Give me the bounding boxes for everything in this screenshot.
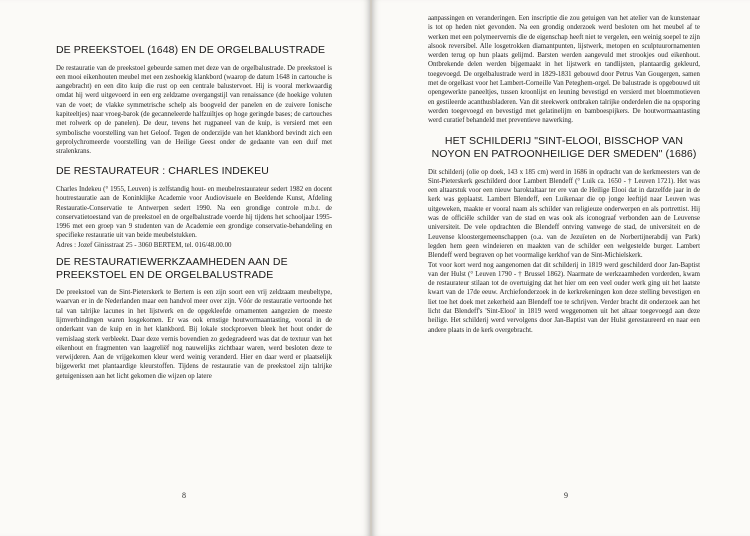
paragraph-continued: aanpassingen en veranderingen. Een inscriptie die zou getuigen van het atelier van de kunstenaar is tot op heden niet gevonden. Na een grondig onderzoek werd besloten om het meubel af te werken met een polymeervernis die de eigenschap heeft niet te vergelen, een weinig soepel te zijn alsook reversibel. Alle losgetrokken diamantpunten, lijstwerk, metopen en sculptuurornamenten werden terug op hun plaats gelijmd. Barsten werden aangevuld met strookjes oud eikenhout. Ontbrekende delen werden bijgemaakt in het lijstwerk en tandlijsten, plantaardig gekleurd, toegevoegd. De orgelbalustrade werd in 1829-1831 gebouwd door Petrus Van Gougergen, samen met de orgelkast voor het Lambert-Corneille Van Peteghem-orgel. De balustrade is opgebouwd uit opengewerkte paneeltjes, tussen kroonlijst en leuning bevestigd en versierd met bloemmotieven en gestileerde acanthusbladeren. Van dit steekwerk ontbraken talrijke onderdelen die na opsporing werden toegevoegd en bevestigd met gelatinelijm en bamboespijkers. De houtwormaantasting werd curatief behandeld met preventieve nawerking. (428, 15, 700, 125)
heading-restaurateur: DE RESTAURATEUR : CHARLES INDEKEU (56, 165, 269, 178)
paragraph-restaurateur: Charles Indekeu (° 1955, Leuven) is zelfstandig hout- en meubelrestaurateur sedert 1982 en docent houtrestauratie aan de Koninklijke Academie voor Audiovisuele en Beeldende Kunst, Afdeling Restauratie-Conservatie te Antwerpen sedert 1990. Na een grondige controle m.b.t. de conservatietoestand van de preekstoel en de orgelbalustrade voerde hij tijdens het schooljaar 1995-1996 met een groep van 9 studenten van de Academie een grondige conservatie-behandeling en specifieke restauratie uit van beide meubelstukken. (56, 185, 332, 240)
left-column (56, 44, 332, 381)
page-number-left: 8 (182, 491, 186, 500)
heading-preekstoel: DE PREEKSTOEL (1648) EN DE ORGELBALUSTRADE (56, 44, 326, 56)
right-column (428, 14, 700, 335)
heading-schilderij: HET SCHILDERIJ "SINT-ELOOI, BISSCHOP VAN NOYON EN PATROONHEILIGE DER SMEDEN" (1686) (431, 134, 697, 160)
heading-restauratiewerkzaamheden: DE RESTAURATIEWERKZAAMHEDEN AAN DE PREEKSTOEL EN DE ORGELBALUSTRADE (56, 256, 288, 281)
paragraph-preekstoel: De restauratie van de preekstoel gebeurde samen met deze van de orgelbalustrade. De preekstoel is een mooi eikenhouten meubel met een zeshoekig klankbord (waarop de datum 1648 in cartouche is aangebracht) en een dito kuip die rust op een centrale balustervoet. Hij is vooral merkwaardig omdat hij werd uitgevoerd in een erg zeldzame overgangstijl van renaissance (de hoekige voluten van de voet; de vlakke symmetrische schelp als boogveld der panelen en de zuivere Ionische kapiteeltjes) naar vroeg-barok (de gecanneleerde halfzuiltjes op hoge geringde bases; de cartouches met rolwerk op de panelen). De deur, tevens het rugpaneel van de kuip, is versierd met een symbolische voorstelling van het Geloof. Tegen de onderzijde van het klankbord bevindt zich een geprolychromeerde voorstelling van de Heilige Geest onder de gedaante van een duif met stralenkrans. (56, 64, 332, 156)
paragraph-schilderij: Dit schilderij (olie op doek, 143 x 185 cm) werd in 1686 in opdracht van de kerkmeesters van de Sint-Pieterskerk geschilderd door Lambert Blendeff (° Luik ca. 1650 - † Leuven 1721). Het was een altaarstuk voor een nieuw baroktaltaar ter ere van de Heilige Elooi dat in datzelfde jaar in de kerk was geplaatst. Lambert Blendeff, een Luikenaar die op jonge leeftijd naar Leuven was uitgeweken, maakte er vooral naam als schilder van religieuze onderwerpen en als portrettist. Hij was de officiële schilder van de stad en was ook als iconograaf verbonden aan de Leuvense universiteit. De vele opdrachten die Blendeff ontving vanwege de stad, de universiteit en de Leuvense kloostergemeenschappen (o.a. van de Jezuïeten en de Norbertijnerabdij van Park) legden hem geen windeieren en maakten van de schilder een welgestelde burger. Lambert Blendeff werd begraven op het voormalige kerkhof van de Sint-Michielskerk. (428, 168, 700, 260)
paragraph-restauratiewerkzaamheden: De preekstoel van de Sint-Pieterskerk te Bertem is een zijn soort een vrij zeldzaam meubeltype, waarvan er in de Nederlanden maar een handvol meer over zijn. Vóór de restauratie vertoonde het tal van talrijke lacunes in het lijstwerk en de opgekleefde ornamenten aangezien de meeste lijmverbindingen waren losgekomen. Er was ook ernstige houtwormaantasting, vooral in de onderkant van de kuip en in het klankbord. Bij lokale stockproeven bleek het hout onder de vernislaag sterk verbleekt. Daar deze vernis bovendien zo gedegradeerd was dat de textuur van het eikenhout en fragmenten van laagreliëf nog nauwelijks zichtbaar waren, werd besloten deze te verwijderen. Aan de vrijgekomen kleur werd weinig veranderd. Hier en daar werd er plaatselijk bijgewerkt met plantaardige kleurstoffen. Tijdens de restauratie van de preekstoel zijn talrijke getuigenissen aan het licht gekomen die wijzen op latere (56, 289, 332, 380)
restaurateur-address: Adres : Jozef Ginisstraat 25 - 3060 BERTEM, tel. 016/48.00.00 (56, 241, 232, 249)
page-number-right: 9 (564, 491, 568, 500)
paragraph-toeschrijving: Tot voor kort werd nog aangenomen dat dit schilderij in 1819 werd geschilderd door Jan-Baptist van der Hulst (° Leuven 1790 - † Brussel 1862). Naarmate de werkzaamheden vorderden, kwam de restaurateur stilaan tot de overtuiging dat het hier om een veel ouder werk ging uit het laatste kwart van de 17de eeuw. Archiefonderzoek in de kerkrekeningen kon deze stelling bevestigen en liet toe het doek met zekerheid aan Blendeff toe te schrijven. Verder bracht dit onderzoek aan het licht dat Blendeff's 'Sint-Elooi' in 1819 werd weggenomen uit het altaar toegevoegd aan deze heilige. Het schilderij werd vervolgens door Jan-Baptist van der Hulst gerestaureerd en naar een andere plaats in de kerk overgebracht. (428, 261, 700, 334)
left-page (0, 0, 370, 536)
right-page (372, 0, 750, 536)
